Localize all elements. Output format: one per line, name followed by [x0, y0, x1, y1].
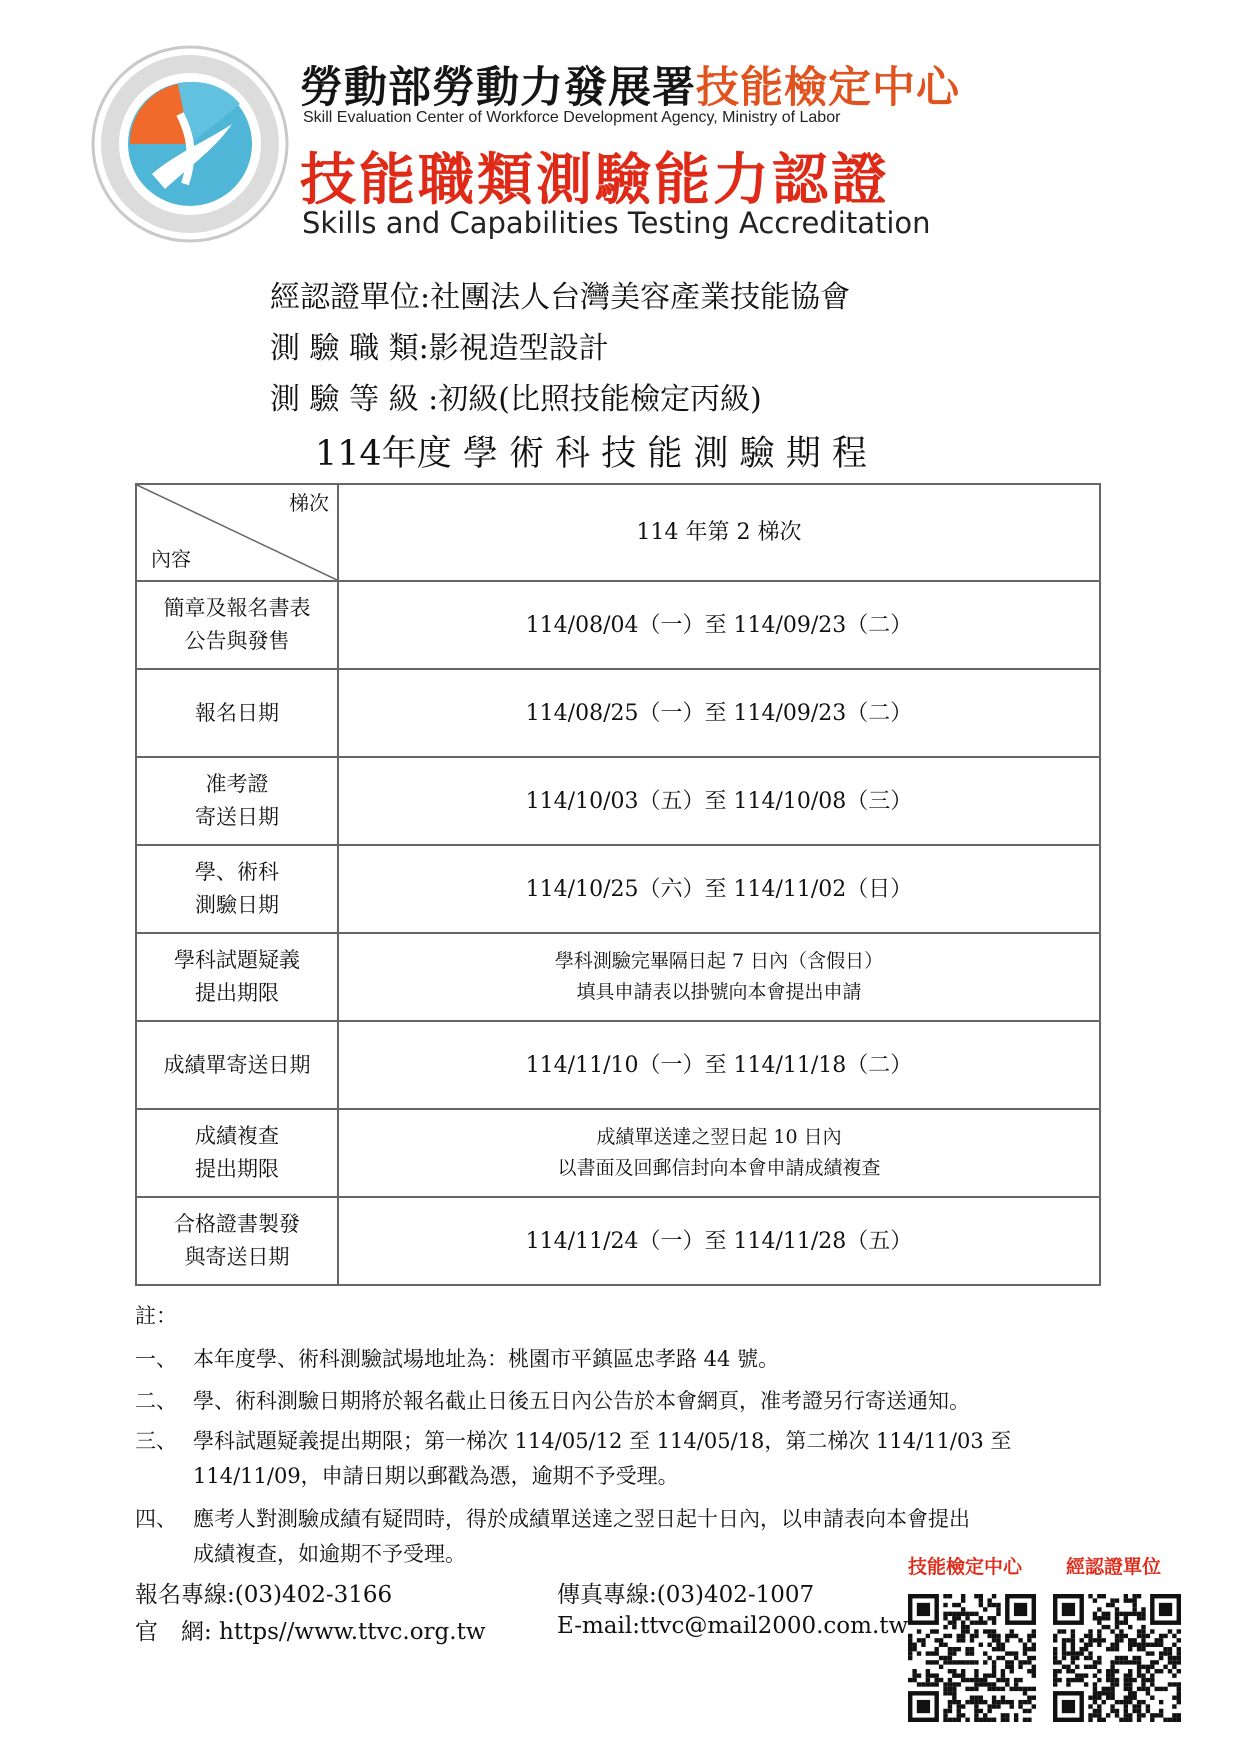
registration-phone: 報名專線:(03)402-3166: [135, 1582, 393, 1608]
test-type-line: 測 驗 職 類:影視造型設計: [270, 331, 609, 366]
note-item: 一、 本年度學、術科測驗試場地址為：桃園市平鎮區忠孝路 44 號。: [135, 1347, 780, 1371]
note-item: 二、 學、術科測驗日期將於報名截止日後五日內公告於本會網頁，准考證另行寄送通知。: [135, 1389, 970, 1413]
certification-title-cn: 技能職類測驗能力認證: [300, 148, 890, 213]
agency-title-prefix: 勞動部勞動力發展署: [300, 63, 696, 113]
notes-heading: 註：: [135, 1304, 177, 1328]
row-label: 合格證書製發 與寄送日期: [136, 1197, 338, 1285]
website-link[interactable]: 官 網: https//www.ttvc.org.tw: [135, 1619, 486, 1645]
note-item: 三、 學科試題疑義提出期限；第一梯次 114/05/12 至 114/05/18，第二梯次 114/11/03 至: [135, 1429, 1012, 1453]
schedule-table: [135, 483, 1101, 1286]
row-label: 學、術科 測驗日期: [136, 845, 338, 933]
fax-number: 傳真專線:(03)402-1007: [557, 1582, 815, 1608]
qr-label-certified-unit: 經認證單位: [1066, 1556, 1162, 1578]
table-row: [136, 669, 1100, 757]
table-row: [136, 1109, 1100, 1197]
row-value: 114/08/25（一）至 114/09/23（二）: [338, 669, 1100, 757]
table-row: [136, 1021, 1100, 1109]
corner-label-content: 內容: [151, 547, 191, 571]
certification-title-en: Skills and Capabilities Testing Accreditation: [302, 206, 931, 240]
agency-title-en: Skill Evaluation Center of Workforce Development Agency, Ministry of Labor: [303, 109, 841, 126]
email-link[interactable]: E-mail:ttvc@mail2000.com.tw: [557, 1613, 909, 1639]
row-label: 學科試題疑義 提出期限: [136, 933, 338, 1021]
note-item: 四、 應考人對測驗成績有疑問時，得於成績單送達之翌日起十日內，以申請表向本會提出: [135, 1507, 970, 1531]
row-label: 簡章及報名書表 公告與發售: [136, 581, 338, 669]
certified-unit-line: 經認證單位:社團法人台灣美容產業技能協會: [270, 280, 851, 315]
table-row: [136, 845, 1100, 933]
schedule-title: 114年度 學 術 科 技 能 測 驗 期 程: [315, 434, 867, 474]
batch-header: 114 年第 2 梯次: [338, 484, 1100, 581]
row-value: 114/10/03（五）至 114/10/08（三）: [338, 757, 1100, 845]
qr-code-skill-center-icon[interactable]: [908, 1594, 1036, 1722]
table-row: [136, 581, 1100, 669]
agency-title-accent: 技能檢定中心: [696, 63, 960, 113]
table-row: [136, 757, 1100, 845]
test-level-line: 測 驗 等 級 :初級(比照技能檢定丙級): [270, 382, 762, 417]
note-item-continued: 114/11/09，申請日期以郵戳為憑，逾期不予受理。: [193, 1464, 679, 1488]
table-header-row: [136, 484, 1100, 581]
qr-label-skill-center: 技能檢定中心: [908, 1556, 1023, 1578]
row-label: 成績單寄送日期: [136, 1021, 338, 1109]
qr-code-certified-unit-icon[interactable]: [1053, 1594, 1181, 1722]
row-value: 114/08/04（一）至 114/09/23（二）: [338, 581, 1100, 669]
row-label: 准考證 寄送日期: [136, 757, 338, 845]
row-value: 成績單送達之翌日起 10 日內 以書面及回郵信封向本會申請成績複查: [338, 1109, 1100, 1197]
agency-seal-logo: [90, 44, 290, 244]
agency-title-cn: [300, 54, 960, 115]
row-label: 報名日期: [136, 669, 338, 757]
header-corner-cell: [136, 484, 338, 581]
table-row: [136, 1197, 1100, 1285]
table-row: [136, 933, 1100, 1021]
corner-label-batch: 梯次: [289, 491, 329, 515]
row-value: 114/10/25（六）至 114/11/02（日）: [338, 845, 1100, 933]
row-value: 114/11/10（一）至 114/11/18（二）: [338, 1021, 1100, 1109]
row-value: 學科測驗完畢隔日起 7 日內（含假日） 填具申請表以掛號向本會提出申請: [338, 933, 1100, 1021]
row-label: 成績複查 提出期限: [136, 1109, 338, 1197]
note-item-continued: 成績複查，如逾期不予受理。: [193, 1542, 466, 1566]
row-value: 114/11/24（一）至 114/11/28（五）: [338, 1197, 1100, 1285]
